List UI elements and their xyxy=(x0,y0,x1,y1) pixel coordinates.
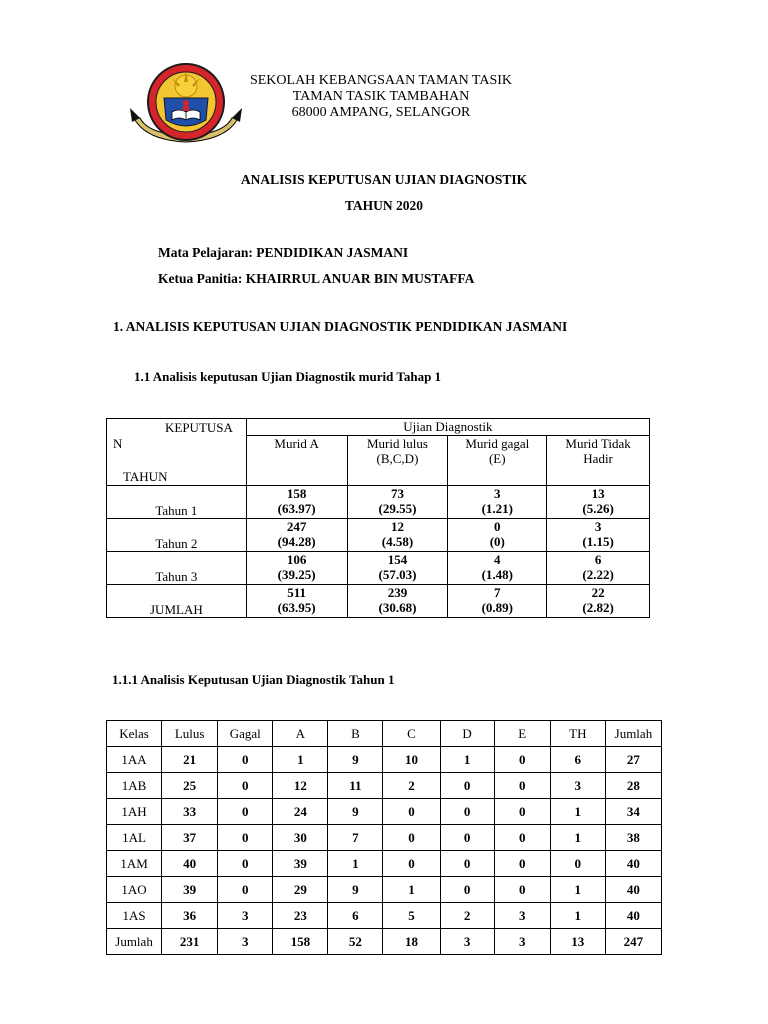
table-cell: 158 xyxy=(273,929,328,955)
cell-count: 3 xyxy=(594,519,602,534)
tahap1-results-table xyxy=(106,418,650,618)
table-corner-header xyxy=(107,419,247,486)
school-name: SEKOLAH KEBANGSAAN TAMAN TASIK xyxy=(249,73,513,88)
section-heading: 1. ANALISIS KEPUTUSAN UJIAN DIAGNOSTIK PENDIDIKAN JASMANI xyxy=(113,319,568,334)
table-cell: 0 xyxy=(494,825,550,851)
table-cell xyxy=(347,552,448,585)
table-cell: 10 xyxy=(383,747,440,773)
table-cell: 23 xyxy=(273,903,328,929)
row-label: JUMLAH xyxy=(107,585,247,618)
row-label: Tahun 2 xyxy=(107,519,247,552)
table-row xyxy=(107,747,662,773)
column-header: E xyxy=(494,721,550,747)
table-cell: 40 xyxy=(605,903,661,929)
table-cell: 0 xyxy=(494,851,550,877)
table-cell: 3 xyxy=(218,903,273,929)
table-row xyxy=(107,877,662,903)
panel-head-line: Ketua Panitia: KHAIRRUL ANUAR BIN MUSTAFFA xyxy=(158,271,475,286)
table-cell: 39 xyxy=(273,851,328,877)
table-cell: 0 xyxy=(440,851,494,877)
table-cell: 11 xyxy=(328,773,383,799)
table-cell: 0 xyxy=(218,773,273,799)
table-row xyxy=(107,585,650,618)
table-cell: 29 xyxy=(273,877,328,903)
column-header: D xyxy=(440,721,494,747)
cell-count: 154 xyxy=(387,552,408,567)
table-cell: 3 xyxy=(494,929,550,955)
school-header xyxy=(200,73,562,121)
cell-percent: (4.58) xyxy=(381,534,414,549)
cell-percent: (30.68) xyxy=(378,600,417,615)
class-name-cell: Jumlah xyxy=(107,929,162,955)
table-cell: 33 xyxy=(162,799,218,825)
table-cell: 1 xyxy=(550,825,605,851)
table-cell: 0 xyxy=(440,825,494,851)
table-cell: 25 xyxy=(162,773,218,799)
table-cell: 1 xyxy=(440,747,494,773)
row-label: Tahun 1 xyxy=(107,486,247,519)
table-cell: 39 xyxy=(162,877,218,903)
cell-count: 13 xyxy=(591,486,605,501)
table-cell: 38 xyxy=(605,825,661,851)
table-cell xyxy=(547,585,650,618)
table-cell: 3 xyxy=(550,773,605,799)
table-cell: 0 xyxy=(494,877,550,903)
table-cell: 13 xyxy=(550,929,605,955)
table-cell xyxy=(547,519,650,552)
table-cell xyxy=(547,486,650,519)
table-row xyxy=(107,552,650,585)
table-row xyxy=(107,851,662,877)
table-cell xyxy=(246,519,347,552)
table-cell xyxy=(347,585,448,618)
table-row xyxy=(107,903,662,929)
table-cell: 231 xyxy=(162,929,218,955)
column-header: Murid A xyxy=(246,436,347,486)
table-cell xyxy=(448,552,547,585)
header-row xyxy=(107,721,662,747)
cell-percent: (29.55) xyxy=(378,501,417,516)
table-cell: 7 xyxy=(328,825,383,851)
cell-percent: (1.15) xyxy=(582,534,614,549)
cell-count: 22 xyxy=(591,585,605,600)
table-cell: 3 xyxy=(440,929,494,955)
column-header: B xyxy=(328,721,383,747)
cell-count: 7 xyxy=(494,585,501,600)
column-header: A xyxy=(273,721,328,747)
table-cell: 21 xyxy=(162,747,218,773)
cell-percent: (39.25) xyxy=(277,567,316,582)
table-cell: 0 xyxy=(218,851,273,877)
table-cell: 3 xyxy=(218,929,273,955)
column-header: TH xyxy=(550,721,605,747)
cell-percent: (5.26) xyxy=(582,501,614,516)
table-cell xyxy=(547,552,650,585)
cell-count: 6 xyxy=(594,552,602,567)
table-cell: 0 xyxy=(218,747,273,773)
table-row xyxy=(107,486,650,519)
cell-count: 4 xyxy=(494,552,501,567)
table-cell: 0 xyxy=(218,877,273,903)
table-cell: 1 xyxy=(383,877,440,903)
cell-count: 3 xyxy=(494,486,501,501)
group-header: Ujian Diagnostik xyxy=(246,419,649,436)
table-cell: 9 xyxy=(328,799,383,825)
table-cell: 9 xyxy=(328,747,383,773)
cell-count: 239 xyxy=(387,585,408,600)
table-cell xyxy=(246,552,347,585)
cell-percent: (2.82) xyxy=(582,600,614,615)
table-cell: 3 xyxy=(494,903,550,929)
subject-line: Mata Pelajaran: PENDIDIKAN JASMANI xyxy=(158,245,409,260)
subsection-heading: 1.1 Analisis keputusan Ujian Diagnostik murid Tahap 1 xyxy=(134,369,442,384)
table-cell xyxy=(246,585,347,618)
table-cell: 0 xyxy=(440,877,494,903)
table-cell: 52 xyxy=(328,929,383,955)
table-cell: 30 xyxy=(273,825,328,851)
document-year: TAHUN 2020 xyxy=(344,198,424,213)
table-cell: 40 xyxy=(605,877,661,903)
table-cell: 0 xyxy=(550,851,605,877)
table-cell: 0 xyxy=(494,773,550,799)
cell-count: 73 xyxy=(390,486,404,501)
subsubsection-heading: 1.1.1 Analisis Keputusan Ujian Diagnostik Tahun 1 xyxy=(112,672,395,687)
table-row xyxy=(107,519,650,552)
cell-count: 0 xyxy=(494,519,501,534)
cell-percent: (63.97) xyxy=(277,501,316,516)
table-cell: 0 xyxy=(218,825,273,851)
table-cell: 37 xyxy=(162,825,218,851)
column-header: Gagal xyxy=(218,721,273,747)
table-cell: 9 xyxy=(328,877,383,903)
class-name-cell: 1AS xyxy=(107,903,162,929)
cell-percent: (94.28) xyxy=(277,534,316,549)
column-header: Murid gagal (E) xyxy=(448,436,547,486)
school-postcode-line: 68000 AMPANG, SELANGOR xyxy=(291,105,471,120)
document-title: ANALISIS KEPUTUSAN UJIAN DIAGNOSTIK xyxy=(240,172,528,187)
table-cell: 0 xyxy=(218,799,273,825)
table-cell: 36 xyxy=(162,903,218,929)
cell-percent: (57.03) xyxy=(378,567,417,582)
table-cell: 0 xyxy=(494,747,550,773)
column-header: Murid Tidak Hadir xyxy=(547,436,650,486)
table-cell xyxy=(448,519,547,552)
class-name-cell: 1AA xyxy=(107,747,162,773)
table-cell: 34 xyxy=(605,799,661,825)
cell-percent: (2.22) xyxy=(582,567,614,582)
cell-count: 511 xyxy=(287,585,307,600)
table-cell: 1 xyxy=(273,747,328,773)
table-cell xyxy=(448,585,547,618)
cell-count: 158 xyxy=(286,486,307,501)
table-row xyxy=(107,773,662,799)
table-cell: 0 xyxy=(440,773,494,799)
table-cell: 18 xyxy=(383,929,440,955)
table-cell: 0 xyxy=(494,799,550,825)
row-label: Tahun 3 xyxy=(107,552,247,585)
table-cell xyxy=(448,486,547,519)
cell-count: 106 xyxy=(286,552,307,567)
table-cell xyxy=(347,486,448,519)
corner-label-tahun: TAHUN xyxy=(123,469,168,484)
table-cell: 6 xyxy=(328,903,383,929)
cell-percent: (1.21) xyxy=(481,501,513,516)
table-cell: 1 xyxy=(550,799,605,825)
table-cell: 1 xyxy=(550,903,605,929)
table-cell: 1 xyxy=(328,851,383,877)
table-cell: 2 xyxy=(440,903,494,929)
cell-percent: (63.95) xyxy=(277,600,316,615)
table-cell xyxy=(347,519,448,552)
cell-percent: (1.48) xyxy=(481,567,513,582)
table-cell: 0 xyxy=(383,799,440,825)
table-cell: 5 xyxy=(383,903,440,929)
cell-percent: (0.89) xyxy=(481,600,513,615)
column-header: C xyxy=(383,721,440,747)
column-header: Jumlah xyxy=(605,721,661,747)
cell-percent: (0) xyxy=(489,534,505,549)
table-cell: 0 xyxy=(383,825,440,851)
class-name-cell: 1AH xyxy=(107,799,162,825)
table-cell: 40 xyxy=(162,851,218,877)
table-row xyxy=(107,825,662,851)
cell-count: 247 xyxy=(286,519,307,534)
cell-count: 12 xyxy=(390,519,404,534)
table-row xyxy=(107,929,662,955)
column-header: Kelas xyxy=(107,721,162,747)
column-header: Murid lulus (B,C,D) xyxy=(347,436,448,486)
table-cell: 2 xyxy=(383,773,440,799)
class-name-cell: 1AB xyxy=(107,773,162,799)
table-cell: 40 xyxy=(605,851,661,877)
table-cell: 27 xyxy=(605,747,661,773)
tahun1-class-table xyxy=(106,720,662,955)
table-cell: 12 xyxy=(273,773,328,799)
class-name-cell: 1AL xyxy=(107,825,162,851)
table-cell: 247 xyxy=(605,929,661,955)
table-cell xyxy=(246,486,347,519)
corner-label-n: N xyxy=(113,436,123,451)
table-cell: 0 xyxy=(440,799,494,825)
table-cell: 28 xyxy=(605,773,661,799)
table-cell: 6 xyxy=(550,747,605,773)
table-row xyxy=(107,799,662,825)
class-name-cell: 1AO xyxy=(107,877,162,903)
school-address-line: TAMAN TASIK TAMBAHAN xyxy=(292,89,470,104)
column-header: Lulus xyxy=(162,721,218,747)
table-cell: 24 xyxy=(273,799,328,825)
table-cell: 1 xyxy=(550,877,605,903)
corner-label-keputusan: KEPUTUSA xyxy=(165,420,233,435)
table-cell: 0 xyxy=(383,851,440,877)
class-name-cell: 1AM xyxy=(107,851,162,877)
